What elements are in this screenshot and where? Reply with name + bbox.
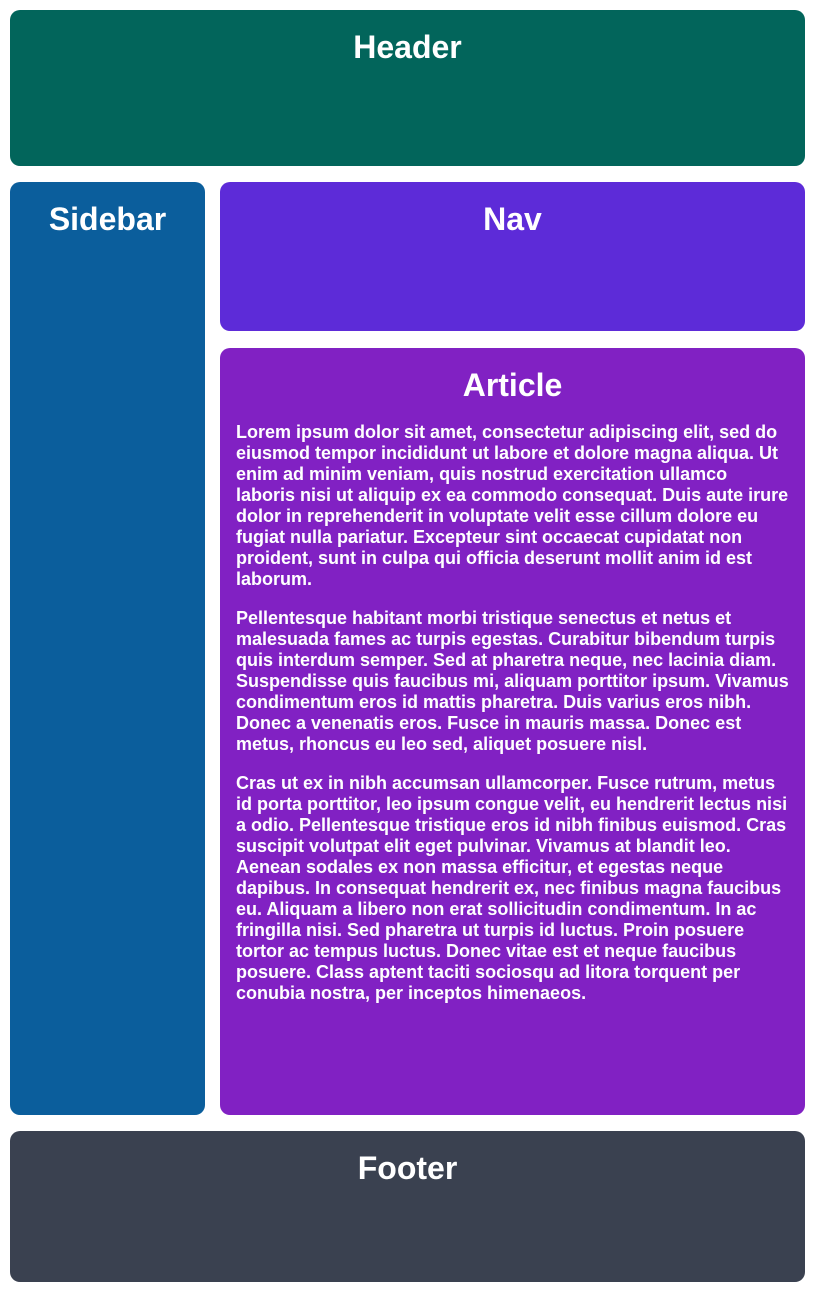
article-title: Article bbox=[462, 367, 563, 403]
sidebar-region bbox=[10, 182, 205, 1115]
main-region bbox=[10, 182, 805, 1115]
sidebar-title: Sidebar bbox=[48, 201, 167, 237]
article-paragraph: Cras ut ex in nibh accumsan ullamcorper. Fusce rutrum, metus id porta porttitor, leo ipsum congue velit, eu hendrerit lectus nisi a odio. Pellentesque tristique eros id nibh finibus euismod. Cras suscipit volutpat elit eget pulvinar. Vivamus at blandit leo. Aenean sodales ex non massa efficitur, et egestas neque dapibus. In consequat hendrerit ex, nec finibus magna faucibus eu. Aliquam a libero non erat sollicitudin condimentum. In ac fringilla nisi. Sed pharetra ut turpis id luctus. Proin posuere tortor ac tempus luctus. Donec vitae est et neque faucibus posuere. Class aptent taciti sociosqu ad litora torquent per conubia nostra, per inceptos himenaeos. bbox=[236, 772, 788, 1003]
content-column bbox=[220, 182, 805, 1115]
article-region bbox=[220, 348, 805, 1115]
footer-region bbox=[10, 1131, 805, 1282]
article-paragraph: Pellentesque habitant morbi tristique senectus et netus et malesuada fames ac turpis egestas. Curabitur bibendum turpis quis interdum semper. Sed at pharetra neque, nec lacinia diam. Suspendisse quis faucibus mi, aliquam porttitor ipsum. Vivamus condimentum eros id mattis pharetra. Duis varius eros nibh. Donec a venenatis eros. Fusce in mauris massa. Donec est metus, rhoncus eu leo sed, aliquet posuere nisl. bbox=[236, 607, 789, 754]
footer-title: Footer bbox=[357, 1150, 458, 1186]
nav-region bbox=[220, 182, 805, 331]
nav-title: Nav bbox=[483, 201, 542, 237]
header-region bbox=[10, 10, 805, 166]
header-title: Header bbox=[353, 29, 462, 65]
article-paragraph: Lorem ipsum dolor sit amet, consectetur adipiscing elit, sed do eiusmod tempor incididunt ut labore et dolore magna aliqua. Ut enim ad minim veniam, quis nostrud exercitation ullamco laboris nisi ut aliquip ex ea commodo consequat. Duis aute irure dolor in reprehenderit in voluptate velit esse cillum dolore eu fugiat nulla pariatur. Excepteur sint occaecat cupidatat non proident, sunt in culpa qui officia deserunt mollit anim id est laborum. bbox=[236, 421, 789, 589]
